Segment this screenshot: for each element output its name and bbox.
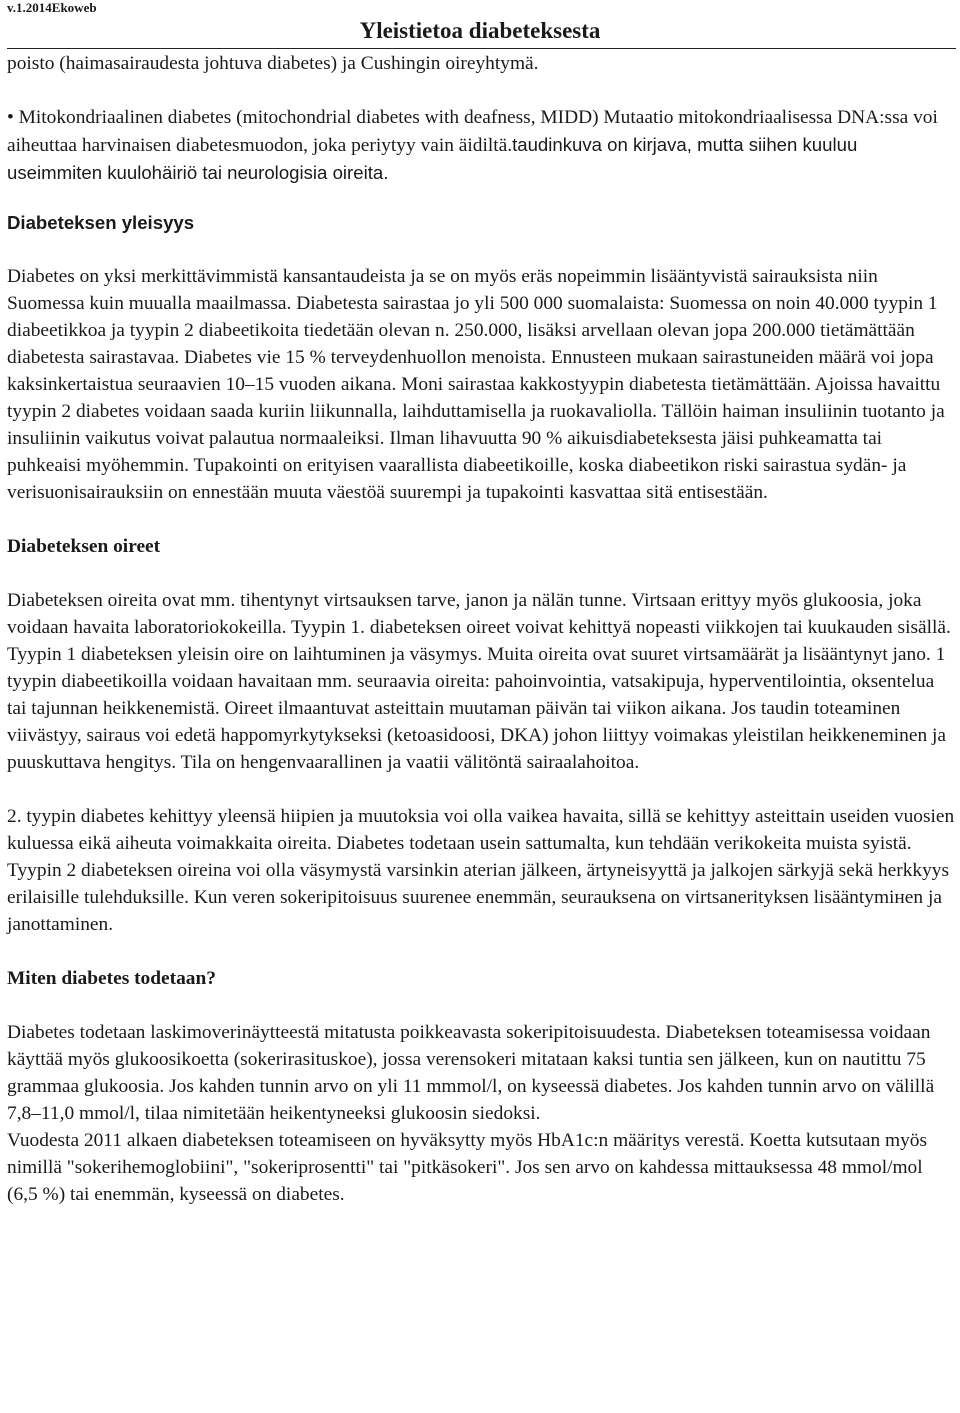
paragraph-yleisyys: Diabetes on yksi merkittävimmistä kansantaudeista ja se on myös eräs nopeimmin lisääntyvistä sairauksista niin Suomessa kuin muualla maailmassa. Diabetesta sairastaa jo yli 500 000 suomalaista: Suomessa on noin 40.000 tyypin 1 diabeetikkoa ja tyypin 2 diabeetikoita tiedetään olevan n. 250.000, lisäksi arvellaan olevan jopa 200.000 tietämättään diabetesta sairastavaa. Diabetes vie 15 % terveydenhuollon menoista. Ennusteen mukaan sairastuneiden määrä voi jopa kaksinkertaistua seuraavien 10–15 vuoden aikana. Moni sairastaa kakkostyypin diabetesta tietämättään. Ajoissa havaittu tyypin 2 diabetes voidaan saada kuriin liikunnalla, laihduttamisella ja ruokavaliolla. Tällöin haiman insuliinin tuotanto ja insuliinin vaikutus voivat palautua normaaleiksi. Ilman lihavuutta 90 % aikuisdiabeteksesta jäisi puhkeamatta tai puhkeaisi myöhemmin. Tupakointi on erityisen vaarallista diabeetikoille, koska diabeetikon riski sairastua sydän- ja verisuonisairauksiin on ennestään muuta väestöä suurempi ja tupakointi kasvattaa sitä entisestään.: [7, 266, 945, 503]
version-label: v.1.2014Ekoweb: [7, 0, 97, 15]
header-divider: [7, 48, 956, 49]
heading-todetaan: Miten diabetes todetaan?: [7, 968, 216, 989]
spacer: [7, 992, 957, 1019]
heading-oireet: Diabeteksen oireet: [7, 536, 161, 557]
spacer: [7, 776, 957, 803]
heading-yleisyys: Diabeteksen yleisyys: [7, 212, 195, 233]
spacer: [7, 560, 957, 587]
document-body: [7, 50, 957, 1208]
paragraph-midd: [7, 104, 957, 187]
paragraph-intro: poisto (haimasairaudesta johtuva diabetes) ja Cushingin oireyhtymä.: [7, 53, 539, 74]
document-title: Yleistietoa diabeteksesta: [359, 18, 601, 43]
paragraph-todetaan-2: Vuodesta 2011 alkaen diabeteksen toteamiseen on hyväksytty myös HbA1c:n määritys verestä. Koetta kutsutaan myös nimillä "sokerihemoglobiini", "sokeriprosentti" tai "pitkäsokeri". Jos sen arvo on kahdessa mittauksessa 48 mmol/mol (6,5 %) tai enemmän, kyseessä on diabetes.: [7, 1130, 928, 1205]
spacer: [7, 506, 957, 533]
midd-text-sans: taudinkuva on kirjava, mutta siihen kuuluu useimmiten kuulohäiriö tai neurologisia oireita.: [7, 134, 858, 183]
paragraph-todetaan-1: Diabetes todetaan laskimoverinäytteestä mitatusta poikkeavasta sokeripitoisuudesta. Diabeteksen toteamisessa voidaan käyttää myös glukoosikoetta (sokerirasituskoe), jossa verensokeri mitataan kaksi tuntia sen jälkeen, kun on nautittu 75 grammaa glukoosia. Jos kahden tunnin arvo on yli 11 mmmol/l, on kyseessä diabetes. Jos kahden tunnin arvo on välillä 7,8–11,0 mmol/l, tilaa nimitetään heikentyneeksi glukoosin siedoksi.: [7, 1022, 935, 1124]
paragraph-oireet: Diabeteksen oireita ovat mm. tihentynyt virtsauksen tarve, janon ja nälän tunne. Virtsaan erittyy myös glukoosia, joka voidaan havaita laboratoriokokeilla. Tyypin 1. diabeteksen oireet voivat kehittyä nopeasti viikkojen tai kuukauden sisällä. Tyypin 1 diabeteksen yleisin oire on laihtuminen ja väsymys. Muita oireita ovat suuret virtsamäärät ja lisääntynyt jano. 1 tyypin diabeetikoilla voidaan havaitaan mm. seuraavia oireita: pahoinvointia, vatsakipuja, hyperventilointia, oksentelua tai tajunnan heikkenemistä. Oireet ilmaantuvat asteittain muutaman päivän tai viikon aikana. Jos taudin toteaminen viivästyy, sairaus voi edetä happomyrkytykseksi (ketoasidoosi, DKA) johon liittyy voimakas yleistilan heikkeneminen ja puuskuttava hengitys. Tila on hengenvaarallinen ja vaatii välitöntä sairaalahoitoa.: [7, 590, 951, 773]
spacer: [7, 938, 957, 965]
midd-text: • Mitokondriaalinen diabetes (mitochondrial diabetes with deafness, MIDD) Mutaatio mitokondriaalisessa DNA:ssa voi aiheuttaa harvinaisen diabetesmuodon, joka periytyy vain äidiltä.: [7, 107, 938, 156]
paragraph-tyyppi2: 2. tyypin diabetes kehittyy yleensä hiipien ja muutoksia voi olla vaikea havaita, sillä se kehittyy asteittain useiden vuosien kuluessa eikä aiheuta voimakkaita oireita. Diabetes todetaan usein sattumalta, kun tehdään verikokeita muista syistä. Tyypin 2 diabeteksen oireina voi olla väsymystä varsinkin aterian jälkeen, ärtyneisyyttä ja jalkojen särkyjä sekä herkkyys erilaisille tulehduksille. Kun veren sokeripitoisuus suurenee enemmän, seurauksena on virtsanerityksen lisääntymінen ja janottaminen.: [7, 806, 955, 935]
spacer: [7, 236, 957, 263]
spacer: [7, 77, 957, 104]
spacer: [7, 187, 957, 209]
